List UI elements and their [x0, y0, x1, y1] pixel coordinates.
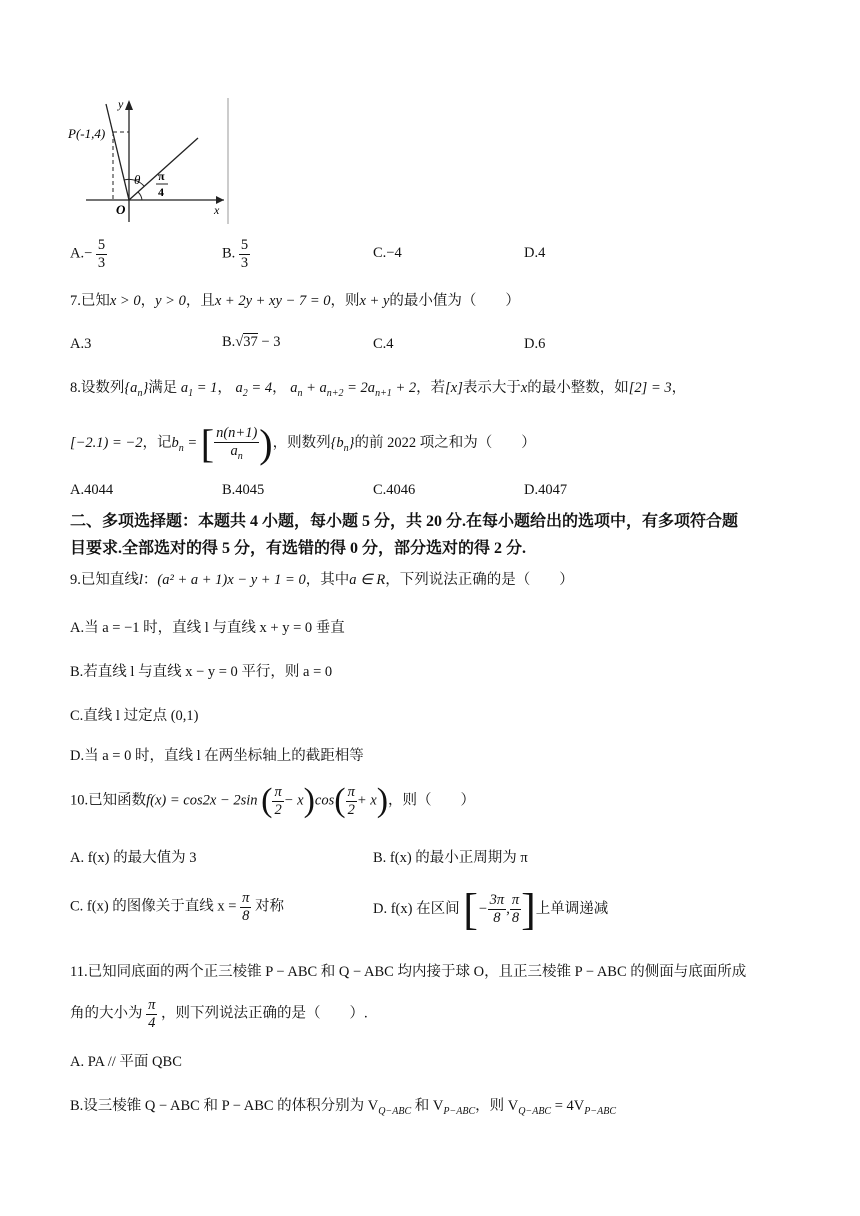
q7-stem: 7.已知x > 0，y > 0，且x + 2y + xy − 7 = 0，则x + y的最小值为（ ）: [70, 293, 520, 309]
q9-option-b: B.若直线 l 与直线 x − y = 0 平行，则 a = 0: [70, 664, 333, 680]
q9-option-c: C.直线 l 过定点 (0,1): [70, 708, 199, 724]
q6-option-b: B. $\frac{5}{3}$: [222, 237, 249, 271]
section2-heading-line2: 目要求.全部选对的得 5 分，有选错的得 0 分，部分选对的得 2 分.: [70, 540, 527, 557]
q10-option-b: B. f(x) 的最小正周期为 π: [373, 850, 528, 866]
q10-option-c: C. f(x) 的图像关于直线 x = $\frac{\pi}{8}$ 对称: [70, 890, 284, 924]
q11-option-a: A. PA // 平面 QBC: [70, 1054, 182, 1070]
y-axis-label: y: [118, 97, 124, 111]
q10-option-d: D. f(x) 在区间 [− $\frac{3\pi}{8}$ , $\frac{\pi}{8}$ ]上单调递减: [373, 885, 609, 934]
x-axis-label: x: [214, 203, 220, 217]
q9-option-a: A.当 a = −1 时，直线 l 与直线 x + y = 0 垂直: [70, 620, 345, 636]
q8-option-d: D.4047: [524, 482, 568, 498]
angle-num: π: [158, 169, 165, 183]
angle-den: 4: [158, 185, 164, 199]
origin-label: O: [116, 202, 126, 217]
q7-option-b: B.√37 − 3: [222, 334, 281, 350]
section2-heading-line1: 二、多项选择题：本题共 4 小题，每小题 5 分，共 20 分.在每小题给出的选项中，有多项符合题: [70, 513, 739, 530]
theta-label: θ: [134, 172, 141, 187]
point-p-label: P(-1,4): [68, 126, 106, 141]
q8-option-a: A.4044: [70, 482, 114, 498]
q11-option-b: B.设三棱锥 Q − ABC 和 P − ABC 的体积分别为 $V_{Q-ABC}$ 和 $V_{P-ABC}$，则 $V_{Q-ABC} = 4V_{P-ABC}$: [70, 1098, 616, 1117]
q8-option-c: C.4046: [373, 482, 416, 498]
q7-option-a: A.3: [70, 336, 92, 352]
q7-option-d: D.6: [524, 336, 546, 352]
q8-stem-line2: [−2.1) = −2，记$b_n$ = [ $\frac{n(n+1)}{a_n}$ )，则数列$\{b_n\}$的前 2022 项之和为（ ）: [70, 421, 536, 466]
q8-stem-line1: 8.设数列$\{a_n\}$满足 $a_1 = 1$， $a_2 = 4$， $a_n + a_{n+2} = 2a_{n+1} + 2$，若[x]表示大于x的最小整数，如[2] = 3，: [70, 380, 687, 399]
q9-stem: 9.已知直线l：(a² + a + 1)x − y + 1 = 0，其中a ∈ R，下列说法正确的是（ ）: [70, 572, 574, 588]
q6-option-c: C.−4: [373, 245, 402, 261]
terminal-ray: [106, 104, 129, 200]
q6-option-d: D.4: [524, 245, 546, 261]
q7-option-c: C.4: [373, 336, 394, 352]
q9-option-d: D.当 a = 0 时，直线 l 在两坐标轴上的截距相等: [70, 748, 364, 764]
angle-figure: [66, 92, 236, 232]
q6-option-a: A.− $\frac{5}{3}$: [70, 237, 106, 271]
q10-option-a: A. f(x) 的最大值为 3: [70, 850, 197, 866]
q10-stem: 10.已知函数f(x) = cos2x − 2sin ( $\frac{\pi}{2}$ − x)cos( $\frac{\pi}{2}$ + x)，则（ ）: [70, 782, 476, 819]
q11-stem-line1: 11.已知同底面的两个正三棱锥 P − ABC 和 Q − ABC 均内接于球 O，且正三棱锥 P − ABC 的侧面与底面所成: [70, 964, 747, 980]
q8-option-b: B.4045: [222, 482, 265, 498]
q11-stem-line2: 角的大小为 $\frac{\pi}{4}$ ，则下列说法正确的是（ ）.: [70, 997, 368, 1031]
